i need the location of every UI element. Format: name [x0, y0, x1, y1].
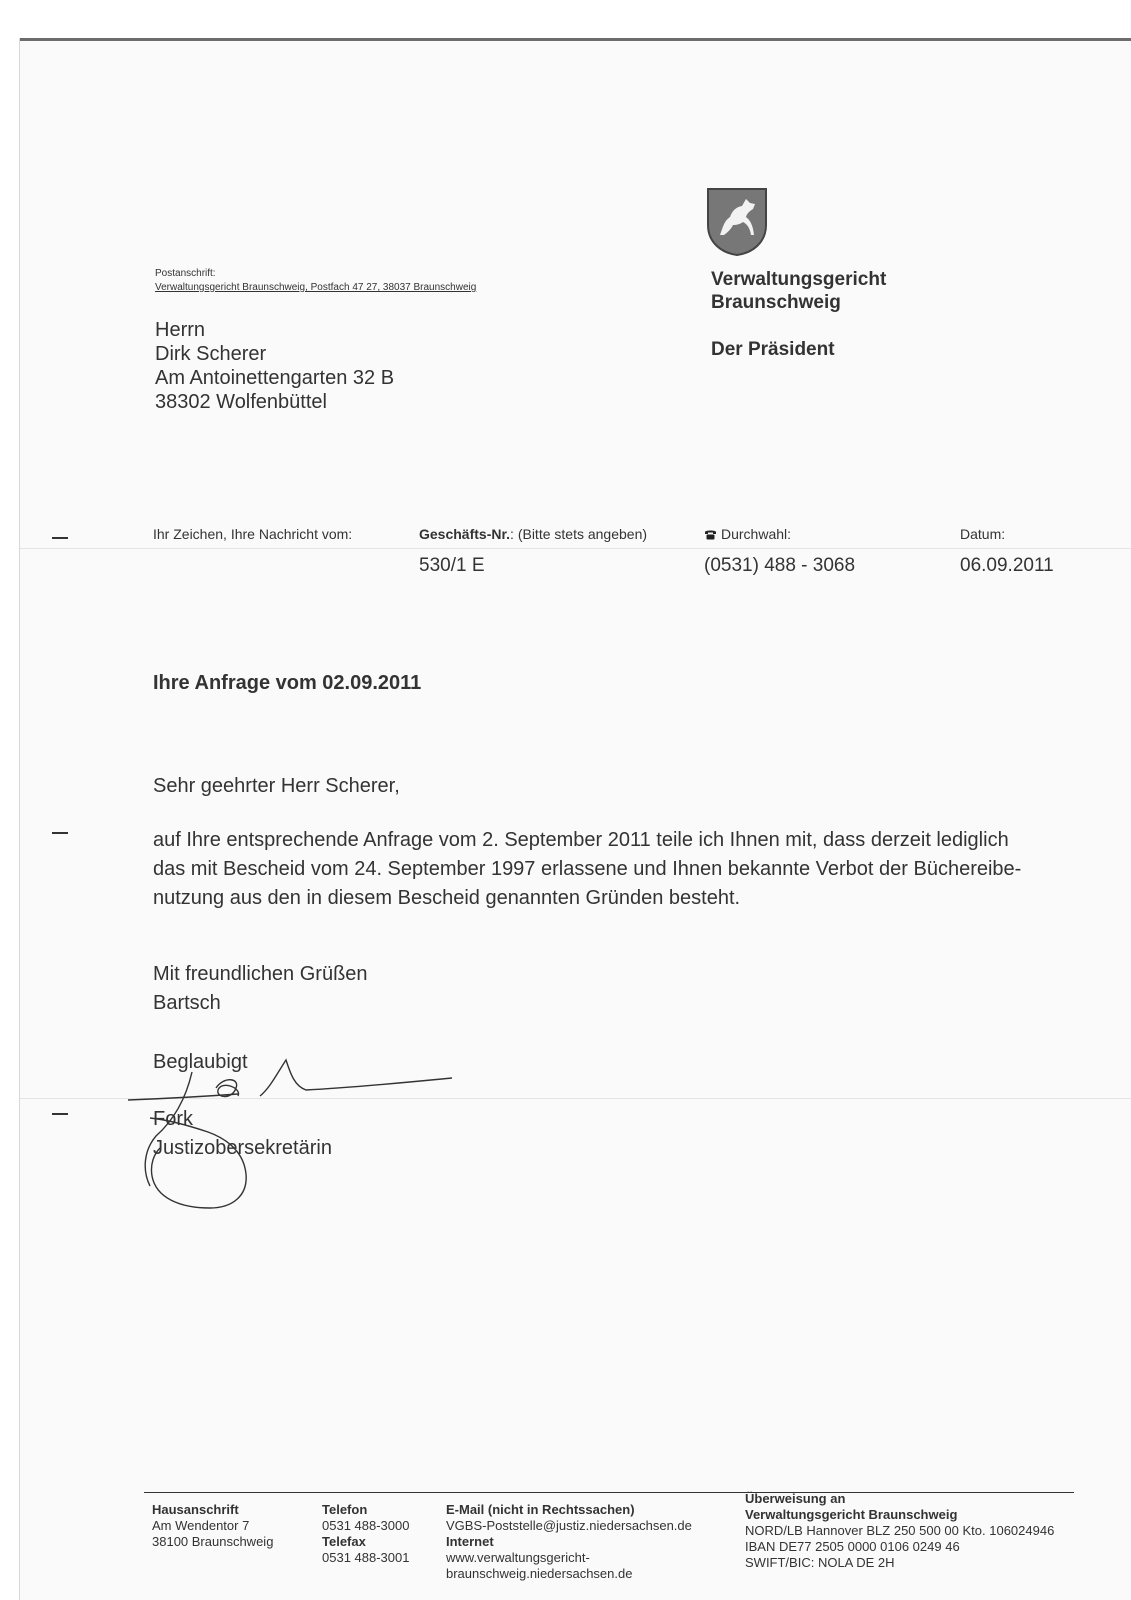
case-number-label — [419, 526, 647, 542]
body-line-2: das mit Bescheid vom 24. September 1997 erlassene und Ihnen bekannte Verbot der Büchereibe- — [153, 858, 1022, 880]
crest-icon — [706, 187, 768, 257]
fold-mark-1 — [52, 537, 68, 539]
direct-dial-label — [704, 526, 791, 542]
sheet-top-edge — [20, 38, 1131, 41]
return-address-label: Postanschrift: — [155, 268, 216, 279]
closing: Mit freundlichen Grüßen — [153, 963, 368, 985]
certified-note: Beglaubigt — [153, 1051, 248, 1073]
case-number-label-note: : (Bitte stets angeben) — [510, 526, 648, 542]
handwritten-signature — [120, 1058, 460, 1238]
recipient-city: 38302 Wolfenbüttel — [155, 391, 327, 413]
footer-bank-line1: NORD/LB Hannover BLZ 250 500 00 Kto. 106024946 — [745, 1523, 1055, 1538]
footer-house-title: Hausanschrift — [152, 1502, 239, 1517]
direct-dial-label-text: Durchwahl: — [721, 526, 792, 542]
punch-mark — [52, 832, 68, 834]
footer-email-title: E-Mail (nicht in Rechtssachen) — [446, 1502, 635, 1517]
footer-internet-title: Internet — [446, 1534, 494, 1549]
certifier-title: Justizobersekretärin — [153, 1137, 332, 1159]
footer-house-line1: Am Wendentor 7 — [152, 1518, 250, 1533]
certifier-name: Fork — [153, 1108, 193, 1130]
fold-line-upper — [20, 548, 1131, 549]
case-number-label-bold: Geschäfts-Nr. — [419, 526, 511, 542]
court-name-line2: Braunschweig — [711, 292, 841, 313]
letter-date: 06.09.2011 — [960, 555, 1054, 576]
telephone-icon — [704, 529, 717, 540]
footer-house-address — [152, 1502, 273, 1550]
case-number: 530/1 E — [419, 555, 485, 576]
court-name-line1: Verwaltungsgericht — [711, 269, 887, 290]
department: Der Präsident — [711, 339, 835, 360]
recipient-salutation: Herrn — [155, 319, 206, 341]
date-label: Datum: — [960, 526, 1006, 542]
body-paragraph — [153, 826, 1073, 913]
closing-block — [153, 960, 368, 1018]
footer-fax-value: 0531 488-3001 — [322, 1550, 410, 1565]
footer-internet-line2: braunschweig.niedersachsen.de — [446, 1566, 633, 1581]
footer-house-line2: 38100 Braunschweig — [152, 1534, 274, 1549]
court-name — [711, 268, 886, 314]
body-line-3: nutzung aus den in diesem Bescheid genannten Gründen besteht. — [153, 887, 741, 909]
signer-name: Bartsch — [153, 992, 221, 1014]
recipient-block — [155, 318, 394, 414]
footer-bank-line2: IBAN DE77 2505 0000 0106 0249 46 — [745, 1539, 960, 1554]
footer-email-value: VGBS-Poststelle@justiz.niedersachsen.de — [446, 1518, 692, 1533]
footer-phone-value: 0531 488-3000 — [322, 1518, 410, 1533]
recipient-street: Am Antoinettengarten 32 B — [155, 367, 395, 389]
direct-dial-number: (0531) 488 - 3068 — [704, 555, 856, 576]
footer-bank-title2: Verwaltungsgericht Braunschweig — [745, 1507, 958, 1522]
footer-fax-title: Telefax — [322, 1534, 366, 1549]
footer-phone-title: Telefon — [322, 1502, 368, 1517]
greeting: Sehr geehrter Herr Scherer, — [153, 775, 400, 797]
footer-bank — [745, 1491, 1054, 1571]
fold-mark-2 — [52, 1113, 68, 1115]
body-line-1: auf Ihre entsprechende Anfrage vom 2. September 2011 teile ich Ihnen mit, dass derzeit lediglich — [153, 829, 1009, 851]
your-reference-label: Ihr Zeichen, Ihre Nachricht vom: — [153, 526, 353, 542]
footer-internet-line1: www.verwaltungsgericht- — [446, 1550, 590, 1565]
recipient-name: Dirk Scherer — [155, 343, 267, 365]
footer-bank-line3: SWIFT/BIC: NOLA DE 2H — [745, 1555, 895, 1570]
footer-bank-title1: Überweisung an — [745, 1491, 846, 1506]
return-address: Verwaltungsgericht Braunschweig, Postfach 47 27, 38037 Braunschweig — [155, 282, 477, 293]
footer-phone-fax — [322, 1502, 409, 1566]
subject-line: Ihre Anfrage vom 02.09.2011 — [153, 672, 422, 694]
footer-contact — [446, 1502, 692, 1582]
